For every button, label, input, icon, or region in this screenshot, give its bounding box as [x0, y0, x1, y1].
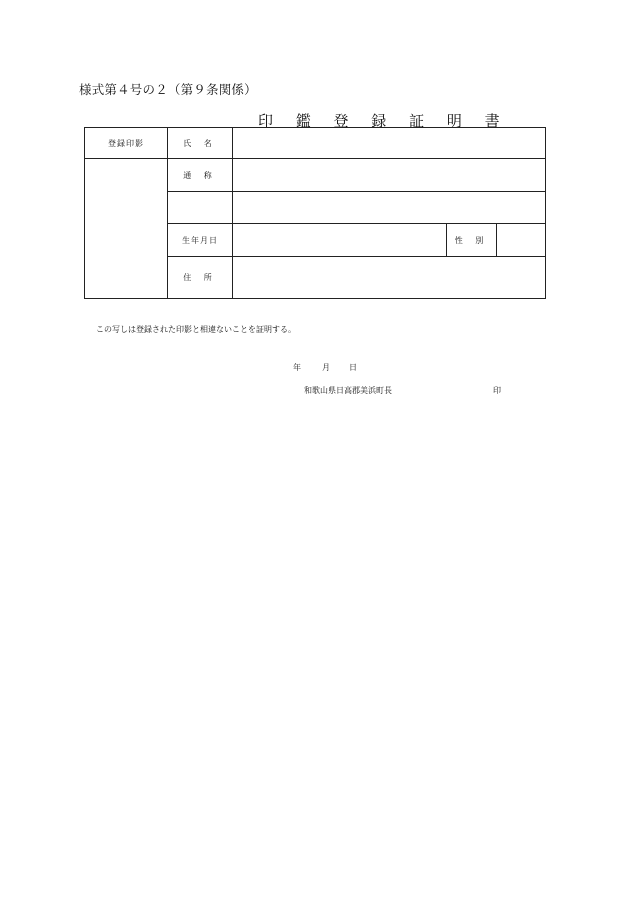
- year-label: 年: [293, 363, 301, 372]
- name-label: 氏 名: [168, 128, 233, 159]
- address-value-cell: [233, 257, 546, 299]
- certificate-table: [84, 127, 546, 299]
- issuer-name: 和歌山県日高郡美浜町長: [304, 386, 392, 395]
- blank-label-cell: [168, 192, 233, 224]
- address-label: 住 所: [168, 257, 233, 299]
- birth-date-value-cell: [233, 224, 447, 257]
- extra-value-cell: [233, 192, 546, 224]
- document-title: 印 鑑 登 録 証 明 書: [258, 112, 509, 130]
- certification-statement: この写しは登録された印影と相違ないことを証明する。: [96, 325, 296, 334]
- table-row: [85, 159, 546, 192]
- month-label: 月: [322, 363, 330, 372]
- day-label: 日: [349, 363, 357, 372]
- seal-mark: 印: [493, 386, 501, 395]
- table-row: [85, 128, 546, 159]
- alias-value-cell: [233, 159, 546, 192]
- seal-impression-cell: [85, 159, 168, 299]
- sex-label: 性 別: [447, 224, 497, 257]
- form-number: 様式第４号の２（第９条関係）: [79, 82, 257, 97]
- birth-date-label: 生年月日: [168, 224, 233, 257]
- alias-label: 通 称: [168, 159, 233, 192]
- registered-seal-label: 登録印影: [85, 128, 168, 159]
- name-value-cell: [233, 128, 546, 159]
- date-line: [293, 362, 357, 373]
- sex-value-cell: [497, 224, 546, 257]
